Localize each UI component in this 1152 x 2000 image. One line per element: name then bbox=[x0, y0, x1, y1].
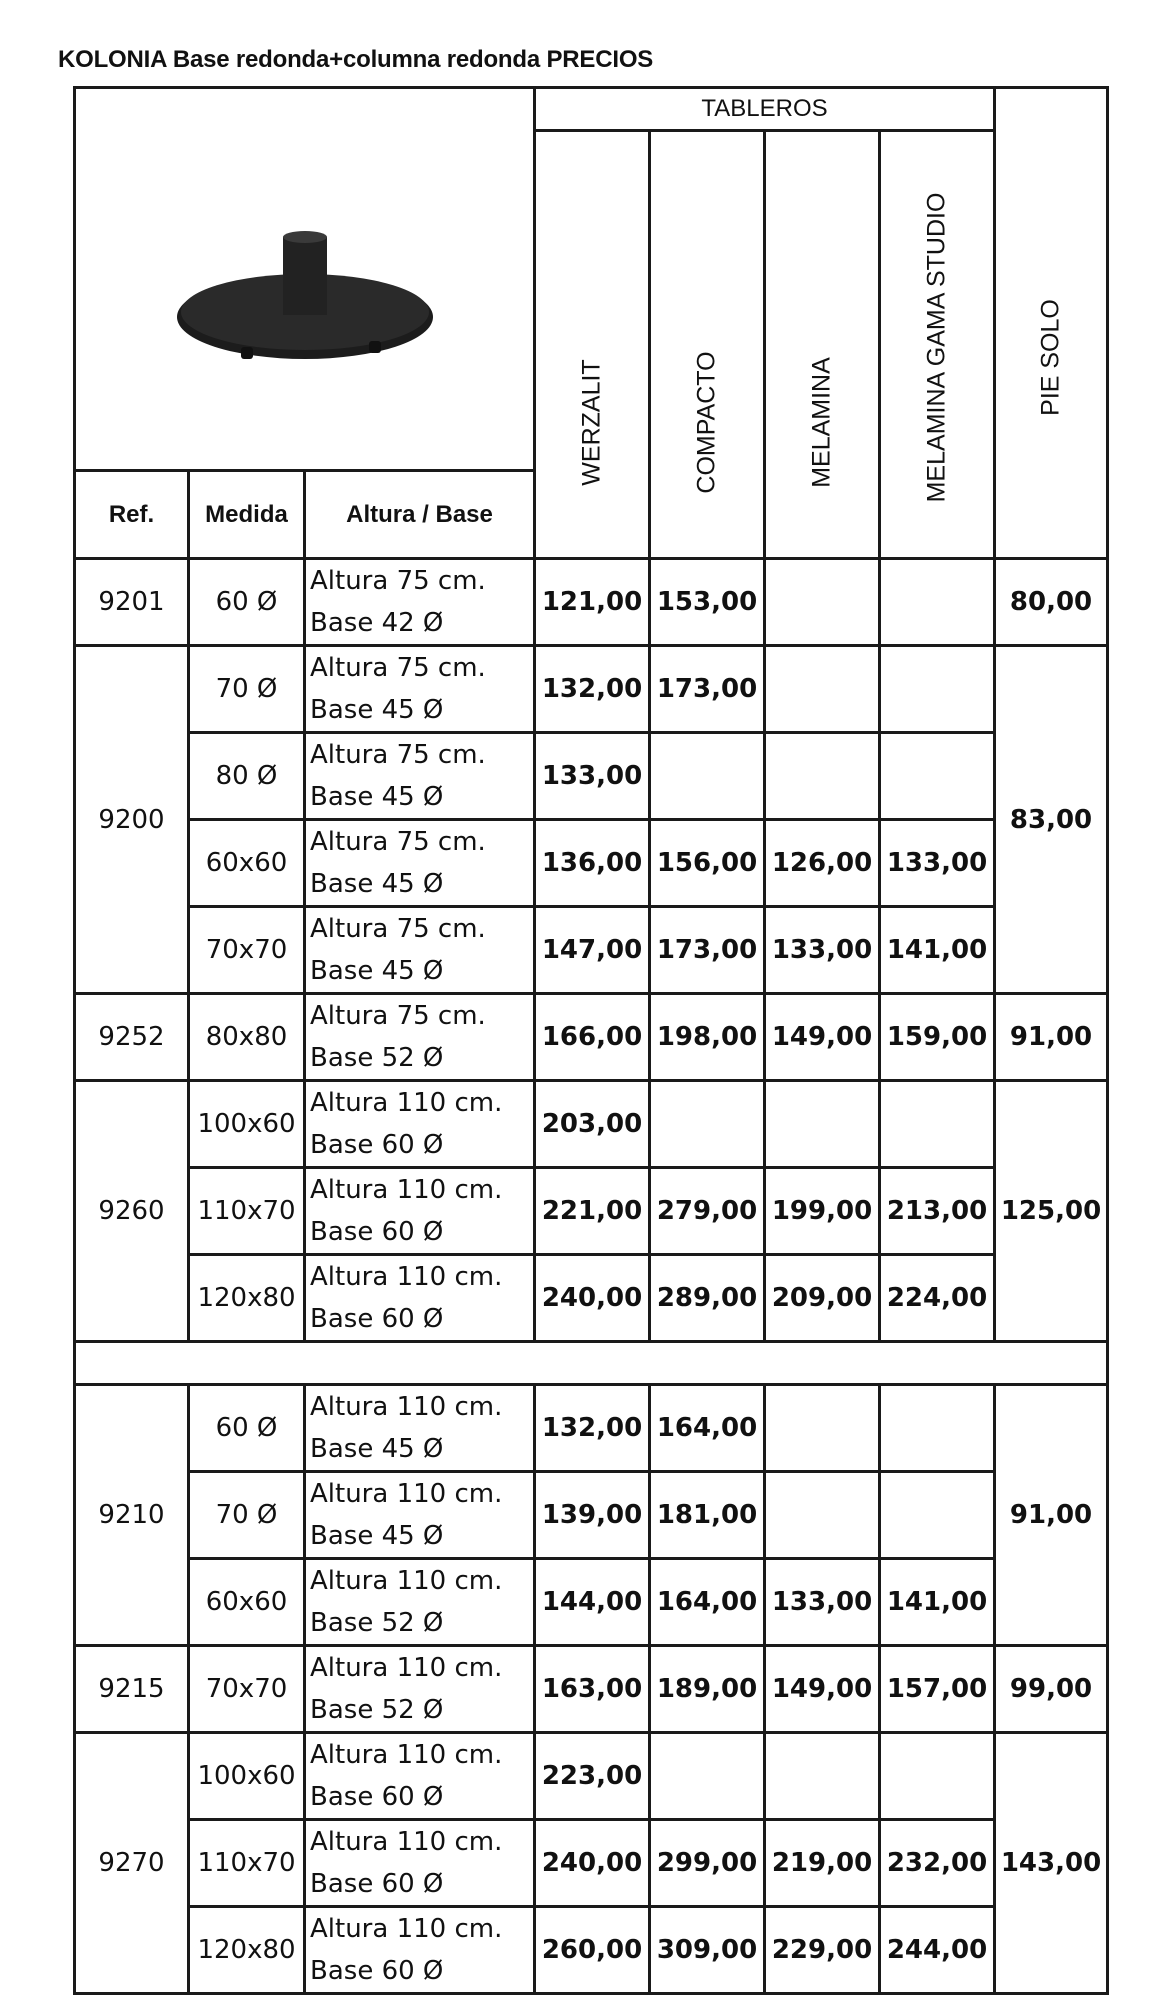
price-studio: 244,00 bbox=[880, 1907, 995, 1994]
medida-cell: 110x70 bbox=[189, 1820, 305, 1907]
ref-cell: 9252 bbox=[75, 994, 189, 1081]
price-werzalit: 133,00 bbox=[535, 733, 650, 820]
altura-text: Altura 110 cm. bbox=[310, 1740, 503, 1770]
price-compacto: 181,00 bbox=[650, 1472, 765, 1559]
table-row bbox=[75, 1907, 1108, 1994]
price-compacto bbox=[650, 733, 765, 820]
separator-cell bbox=[75, 1342, 1108, 1385]
price-studio bbox=[880, 733, 995, 820]
price-pie-solo: 80,00 bbox=[995, 559, 1108, 646]
table-row bbox=[75, 1646, 1108, 1733]
table-row bbox=[75, 1820, 1108, 1907]
base-text: Base 45 Ø bbox=[310, 1434, 444, 1464]
price-compacto: 289,00 bbox=[650, 1255, 765, 1342]
base-text: Base 60 Ø bbox=[310, 1869, 444, 1899]
medida-cell: 100x60 bbox=[189, 1733, 305, 1820]
price-melamina: 219,00 bbox=[765, 1820, 880, 1907]
price-melamina bbox=[765, 1733, 880, 1820]
price-melamina: 133,00 bbox=[765, 1559, 880, 1646]
price-werzalit: 166,00 bbox=[535, 994, 650, 1081]
altura-text: Altura 110 cm. bbox=[310, 1088, 503, 1118]
header-pie-solo: PIE SOLO bbox=[995, 88, 1108, 559]
price-studio bbox=[880, 646, 995, 733]
header-melamina: MELAMINA bbox=[765, 131, 880, 559]
ref-cell: 9270 bbox=[75, 1733, 189, 1994]
header-altura-base: Altura / Base bbox=[305, 471, 535, 559]
altura-text: Altura 110 cm. bbox=[310, 1827, 503, 1857]
medida-cell: 70x70 bbox=[189, 907, 305, 994]
price-melamina: 149,00 bbox=[765, 994, 880, 1081]
medida-cell: 70x70 bbox=[189, 1646, 305, 1733]
altura-text: Altura 75 cm. bbox=[310, 1001, 486, 1031]
ref-cell: 9260 bbox=[75, 1081, 189, 1342]
ref-cell: 9201 bbox=[75, 559, 189, 646]
medida-cell: 110x70 bbox=[189, 1168, 305, 1255]
price-werzalit: 147,00 bbox=[535, 907, 650, 994]
price-pie-solo: 99,00 bbox=[995, 1646, 1108, 1733]
medida-cell: 120x80 bbox=[189, 1907, 305, 1994]
price-studio: 213,00 bbox=[880, 1168, 995, 1255]
altura-base-cell bbox=[305, 1733, 535, 1820]
altura-text: Altura 75 cm. bbox=[310, 740, 486, 770]
price-studio: 159,00 bbox=[880, 994, 995, 1081]
price-pie-solo: 83,00 bbox=[995, 646, 1108, 994]
price-werzalit: 240,00 bbox=[535, 1255, 650, 1342]
table-row bbox=[75, 994, 1108, 1081]
altura-text: Altura 75 cm. bbox=[310, 827, 486, 857]
altura-text: Altura 110 cm. bbox=[310, 1914, 503, 1944]
altura-base-cell bbox=[305, 1646, 535, 1733]
price-compacto: 309,00 bbox=[650, 1907, 765, 1994]
table-row bbox=[75, 1168, 1108, 1255]
header-compacto: COMPACTO bbox=[650, 131, 765, 559]
table-row bbox=[75, 559, 1108, 646]
altura-text: Altura 110 cm. bbox=[310, 1479, 503, 1509]
price-werzalit: 260,00 bbox=[535, 1907, 650, 1994]
medida-cell: 70 Ø bbox=[189, 1472, 305, 1559]
base-text: Base 45 Ø bbox=[310, 956, 444, 986]
price-compacto: 189,00 bbox=[650, 1646, 765, 1733]
price-melamina bbox=[765, 1385, 880, 1472]
price-werzalit: 139,00 bbox=[535, 1472, 650, 1559]
altura-base-cell bbox=[305, 733, 535, 820]
altura-text: Altura 110 cm. bbox=[310, 1175, 503, 1205]
base-text: Base 52 Ø bbox=[310, 1043, 444, 1073]
table-row bbox=[75, 820, 1108, 907]
medida-cell: 120x80 bbox=[189, 1255, 305, 1342]
price-studio: 232,00 bbox=[880, 1820, 995, 1907]
price-compacto: 299,00 bbox=[650, 1820, 765, 1907]
price-werzalit: 223,00 bbox=[535, 1733, 650, 1820]
price-studio bbox=[880, 1081, 995, 1168]
base-text: Base 45 Ø bbox=[310, 869, 444, 899]
price-compacto: 198,00 bbox=[650, 994, 765, 1081]
price-melamina bbox=[765, 559, 880, 646]
price-melamina bbox=[765, 1472, 880, 1559]
table-row bbox=[75, 907, 1108, 994]
price-melamina: 229,00 bbox=[765, 1907, 880, 1994]
altura-text: Altura 75 cm. bbox=[310, 653, 486, 683]
header-werzalit: WERZALIT bbox=[535, 131, 650, 559]
table-row bbox=[75, 1255, 1108, 1342]
medida-cell: 80x80 bbox=[189, 994, 305, 1081]
price-compacto: 156,00 bbox=[650, 820, 765, 907]
price-studio bbox=[880, 1733, 995, 1820]
price-studio: 133,00 bbox=[880, 820, 995, 907]
price-melamina: 126,00 bbox=[765, 820, 880, 907]
price-werzalit: 132,00 bbox=[535, 646, 650, 733]
ref-cell: 9200 bbox=[75, 646, 189, 994]
price-compacto: 173,00 bbox=[650, 907, 765, 994]
price-compacto: 153,00 bbox=[650, 559, 765, 646]
price-melamina: 209,00 bbox=[765, 1255, 880, 1342]
price-melamina bbox=[765, 646, 880, 733]
altura-base-cell bbox=[305, 820, 535, 907]
altura-text: Altura 110 cm. bbox=[310, 1262, 503, 1292]
altura-text: Altura 75 cm. bbox=[310, 914, 486, 944]
base-text: Base 52 Ø bbox=[310, 1695, 444, 1725]
base-text: Base 45 Ø bbox=[310, 782, 444, 812]
price-studio bbox=[880, 1385, 995, 1472]
altura-base-cell bbox=[305, 1255, 535, 1342]
altura-base-cell bbox=[305, 1472, 535, 1559]
price-melamina: 133,00 bbox=[765, 907, 880, 994]
base-text: Base 45 Ø bbox=[310, 695, 444, 725]
price-werzalit: 221,00 bbox=[535, 1168, 650, 1255]
price-studio: 141,00 bbox=[880, 907, 995, 994]
price-pie-solo: 91,00 bbox=[995, 994, 1108, 1081]
header-melamina-studio: MELAMINA GAMA STUDIO bbox=[880, 131, 995, 559]
altura-base-cell bbox=[305, 559, 535, 646]
price-pie-solo: 91,00 bbox=[995, 1385, 1108, 1646]
price-melamina bbox=[765, 1081, 880, 1168]
table-row bbox=[75, 1081, 1108, 1168]
price-table bbox=[73, 86, 1109, 1995]
base-text: Base 60 Ø bbox=[310, 1956, 444, 1986]
separator-row bbox=[75, 1342, 1108, 1385]
medida-cell: 60 Ø bbox=[189, 559, 305, 646]
medida-cell: 60x60 bbox=[189, 1559, 305, 1646]
altura-base-cell bbox=[305, 1559, 535, 1646]
table-row bbox=[75, 646, 1108, 733]
altura-base-cell bbox=[305, 1907, 535, 1994]
header-tableros: TABLEROS bbox=[535, 88, 995, 131]
base-text: Base 42 Ø bbox=[310, 608, 444, 638]
price-compacto: 279,00 bbox=[650, 1168, 765, 1255]
price-werzalit: 203,00 bbox=[535, 1081, 650, 1168]
price-studio: 224,00 bbox=[880, 1255, 995, 1342]
price-werzalit: 163,00 bbox=[535, 1646, 650, 1733]
altura-base-cell bbox=[305, 1081, 535, 1168]
table-row bbox=[75, 733, 1108, 820]
altura-text: Altura 75 cm. bbox=[310, 566, 486, 596]
ref-cell: 9210 bbox=[75, 1385, 189, 1646]
medida-cell: 100x60 bbox=[189, 1081, 305, 1168]
page-title: KOLONIA Base redonda+columna redonda PRECIOS bbox=[58, 46, 654, 73]
base-text: Base 52 Ø bbox=[310, 1608, 444, 1638]
header-ref: Ref. bbox=[75, 471, 189, 559]
altura-base-cell bbox=[305, 907, 535, 994]
altura-text: Altura 110 cm. bbox=[310, 1653, 503, 1683]
product-image bbox=[155, 177, 455, 377]
price-studio bbox=[880, 559, 995, 646]
ref-cell: 9215 bbox=[75, 1646, 189, 1733]
table-row bbox=[75, 1385, 1108, 1472]
medida-cell: 70 Ø bbox=[189, 646, 305, 733]
price-studio: 141,00 bbox=[880, 1559, 995, 1646]
price-studio bbox=[880, 1472, 995, 1559]
product-image-cell bbox=[75, 88, 535, 471]
base-text: Base 60 Ø bbox=[310, 1304, 444, 1334]
header-medida: Medida bbox=[189, 471, 305, 559]
price-studio: 157,00 bbox=[880, 1646, 995, 1733]
table-row bbox=[75, 1472, 1108, 1559]
table-row bbox=[75, 1733, 1108, 1820]
price-melamina: 199,00 bbox=[765, 1168, 880, 1255]
base-text: Base 60 Ø bbox=[310, 1782, 444, 1812]
base-text: Base 60 Ø bbox=[310, 1217, 444, 1247]
price-werzalit: 240,00 bbox=[535, 1820, 650, 1907]
price-compacto: 173,00 bbox=[650, 646, 765, 733]
price-compacto: 164,00 bbox=[650, 1385, 765, 1472]
price-werzalit: 132,00 bbox=[535, 1385, 650, 1472]
altura-base-cell bbox=[305, 994, 535, 1081]
price-melamina: 149,00 bbox=[765, 1646, 880, 1733]
price-werzalit: 121,00 bbox=[535, 559, 650, 646]
price-melamina bbox=[765, 733, 880, 820]
price-pie-solo: 125,00 bbox=[995, 1081, 1108, 1342]
altura-base-cell bbox=[305, 646, 535, 733]
table-row bbox=[75, 1559, 1108, 1646]
altura-base-cell bbox=[305, 1820, 535, 1907]
price-compacto: 164,00 bbox=[650, 1559, 765, 1646]
price-compacto bbox=[650, 1733, 765, 1820]
price-compacto bbox=[650, 1081, 765, 1168]
altura-text: Altura 110 cm. bbox=[310, 1392, 503, 1422]
altura-base-cell bbox=[305, 1385, 535, 1472]
medida-cell: 80 Ø bbox=[189, 733, 305, 820]
medida-cell: 60x60 bbox=[189, 820, 305, 907]
base-text: Base 60 Ø bbox=[310, 1130, 444, 1160]
altura-base-cell bbox=[305, 1168, 535, 1255]
medida-cell: 60 Ø bbox=[189, 1385, 305, 1472]
price-werzalit: 144,00 bbox=[535, 1559, 650, 1646]
altura-text: Altura 110 cm. bbox=[310, 1566, 503, 1596]
price-pie-solo: 143,00 bbox=[995, 1733, 1108, 1994]
price-werzalit: 136,00 bbox=[535, 820, 650, 907]
base-text: Base 45 Ø bbox=[310, 1521, 444, 1551]
